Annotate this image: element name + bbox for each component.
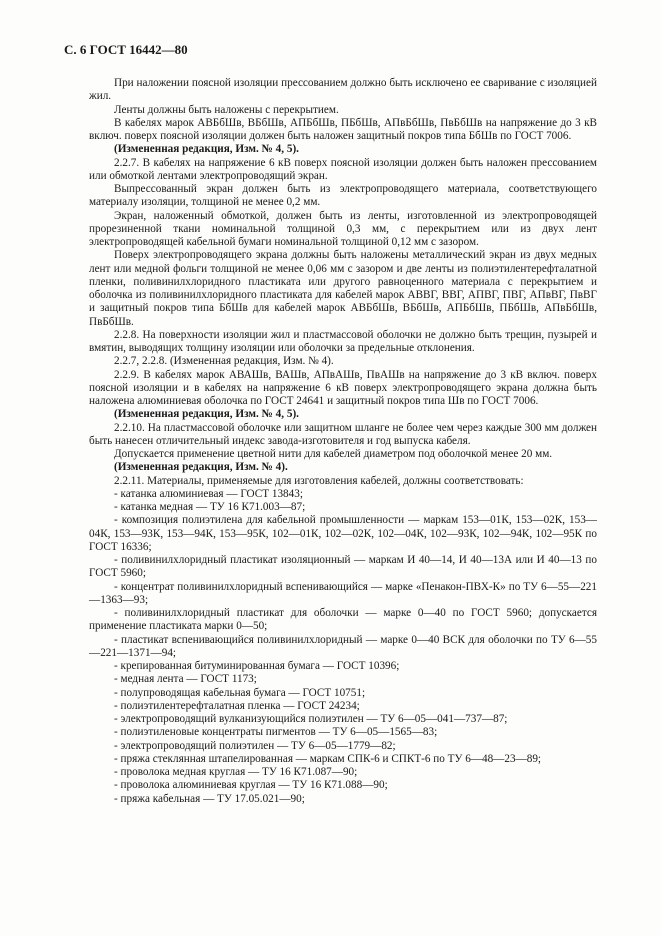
paragraph: - медная лента — ГОСТ 1173;	[114, 673, 257, 686]
paragraph: - полиэтиленовые концентраты пигментов — ТУ 6—05—1565—83;	[114, 726, 438, 739]
paragraph: 2.2.10. На пластмассовой оболочке или защитном шланге не более чем через каждые 300 мм должен быть нанесен отличительный индекс завода-изготовителя и год выпуска кабеля.	[89, 421, 597, 447]
paragraph: - пряжа стеклянная штапелированная — маркам СПК-6 и СПКТ-6 по ТУ 6—48—23—89;	[114, 752, 542, 765]
paragraph: В кабелях марок АВБбШв, ВБбШв, АПБбШв, ПБбШв, АПвБбШв, ПвБбШв на напряжение до 3 кВ включ. поверх поясной изоляции должен быть наложен защитный покров типа БбШв по ГОСТ 7006.	[89, 116, 597, 142]
paragraph: - поливинилхлоридный пластикат изоляционный — маркам И 40—14, И 40—13А или И 40—13 по ГОСТ 5960;	[89, 554, 597, 580]
paragraph: Выпрессованный экран должен быть из электропроводящего материала, соответствующего материалу изоляции, толщиной не менее 0,2 мм.	[89, 183, 597, 209]
paragraph: 2.2.7, 2.2.8. (Измененная редакция, Изм. № 4).	[114, 355, 334, 368]
paragraph: 2.2.7. В кабелях на напряжение 6 кВ поверх поясной изоляции должен быть наложен прессованием или обмоткой лентами электропроводящий экран.	[89, 156, 597, 182]
paragraph: - композиция полиэтилена для кабельной промышленности — маркам 153—01К, 153—02К, 153—04К, 153—93К, 153—94К, 153—95К, 102—01К, 102—02К, 102—04К, 102—93К, 102—94К, 102—95К по ГОСТ 16336;	[89, 514, 597, 553]
amendment-note: (Измененная редакция, Изм. № 4, 5).	[114, 143, 299, 156]
paragraph: 2.2.11. Материалы, применяемые для изготовления кабелей, должны соответствовать:	[114, 474, 524, 487]
amendment-note: (Измененная редакция, Изм. № 4).	[114, 461, 288, 474]
paragraph: Поверх электропроводящего экрана должны быть наложены металлический экран из двух медных лент или медной фольги толщиной не менее 0,06 мм с зазором и две ленты из полиэтилентерефталатной пленки, поливинилхлоридного пластиката или другого равноценного материала с перекрытием и оболочка из поливинилхлоридного пластиката для кабелей марок АВВГ, ВВГ, АПВГ, ПВГ, АПвВГ, ПвВГ и защитный покров типа БбШв для кабелей марок АВБбШв, ВБбШв, АПБбШв, ПБбШв, АПвБбШв, ПвБбШв.	[89, 249, 597, 328]
paragraph: Допускается применение цветной нити для кабелей диаметром под оболочкой менее 20 мм.	[114, 448, 553, 460]
paragraph: - проволока алюминиевая круглая — ТУ 16 К71.088—90;	[114, 779, 388, 792]
paragraph: - пластикат вспенивающийся поливинилхлоридный — марке 0—40 ВСК для оболочки по ТУ 6—55—221—1371—94;	[89, 633, 597, 659]
paragraph: - электропроводящий вулканизующийся полиэтилен — ТУ 6—05—041—737—87;	[114, 713, 508, 725]
paragraph: - пряжа кабельная — ТУ 17.05.021—90;	[114, 792, 305, 805]
paragraph: 2.2.9. В кабелях марок АВАШв, ВАШв, АПвАШв, ПвАШв на напряжение до 3 кВ включ. поверх поясной изоляции и в кабелях на напряжение 6 кВ поверх электропроводящего экрана должна быть наложена алюминиевая оболочка по ГОСТ 24641 и защитный покров типа Шв по ГОСТ 7006.	[89, 368, 597, 407]
paragraph: - поливинилхлоридный пластикат для оболочки — марке 0—40 по ГОСТ 5960; допускается применение пластиката марки 0—50;	[89, 607, 597, 633]
paragraph: При наложении поясной изоляции прессованием должно быть исключено ее сваривание с изоляцией жил.	[89, 77, 597, 103]
paragraph: - полупроводящая кабельная бумага — ГОСТ 10751;	[114, 686, 366, 699]
page-header: С. 6 ГОСТ 16442—80	[64, 42, 188, 57]
paragraph: - крепированная битуминированная бумага — ГОСТ 10396;	[114, 660, 400, 672]
paragraph: - электропроводящий полиэтилен — ТУ 6—05—1779—82;	[114, 739, 396, 752]
paragraph: - концентрат поливинилхлоридный вспенивающийся — марке «Пенакон-ПВХ-К» по ТУ 6—55—221—1363—93;	[89, 580, 597, 606]
amendment-note: (Измененная редакция, Изм. № 4, 5).	[114, 408, 299, 421]
document-body	[89, 77, 597, 806]
paragraph: Экран, наложенный обмоткой, должен быть из ленты, изготовленной из электропроводящей прорезиненной ткани номинальной толщиной 0,3 мм, с перекрытием или из двух лент электропроводящей кабельной бумаги номинальной толщиной 0,12 мм с зазором.	[89, 209, 597, 248]
paragraph: - проволока медная круглая — ТУ 16 К71.087—90;	[114, 766, 358, 778]
paragraph: - полиэтилентерефталатная пленка — ГОСТ 24234;	[114, 699, 360, 712]
paragraph: - катанка медная — ТУ 16 К71.003—87;	[114, 501, 306, 513]
paragraph: - катанка алюминиевая — ГОСТ 13843;	[114, 487, 303, 500]
paragraph: 2.2.8. На поверхности изоляции жил и пластмассовой оболочки не должно быть трещин, пузырей и вмятин, выводящих толщину изоляции или оболочки за предельные отклонения.	[89, 328, 597, 354]
paragraph: Ленты должны быть наложены с перекрытием.	[114, 103, 339, 116]
